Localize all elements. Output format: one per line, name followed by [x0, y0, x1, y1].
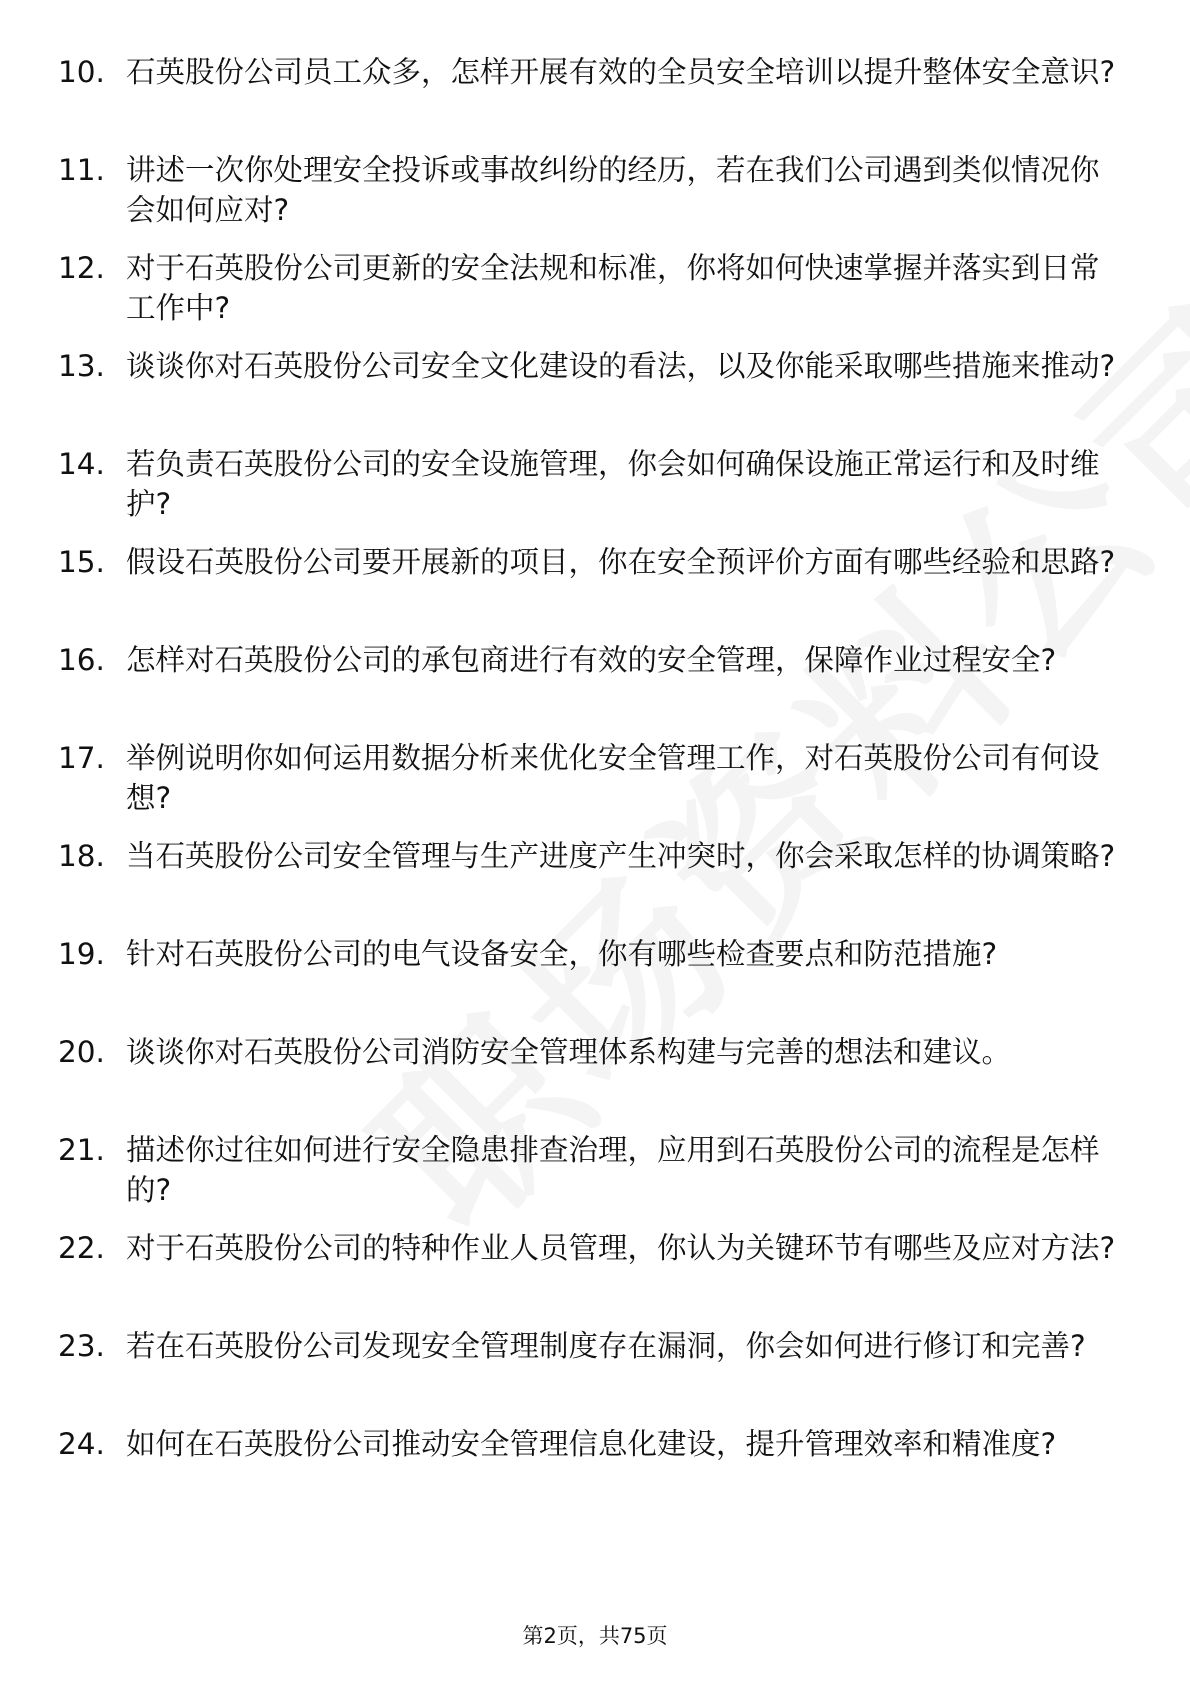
question-text: 若在石英股份公司发现安全管理制度存在漏洞，你会如何进行修订和完善? — [126, 1329, 1086, 1363]
question-item — [58, 444, 1118, 542]
question-text: 假设石英股份公司要开展新的项目，你在安全预评价方面有哪些经验和思路? — [126, 545, 1116, 579]
question-text: 若负责石英股份公司的安全设施管理，你会如何确保设施正常运行和及时维护? — [126, 447, 1100, 521]
question-item — [58, 1032, 1118, 1130]
question-text: 如何在石英股份公司推动安全管理信息化建设，提升管理效率和精准度? — [126, 1427, 1057, 1461]
question-text: 对于石英股份公司的特种作业人员管理，你认为关键环节有哪些及应对方法? — [126, 1231, 1116, 1265]
question-number: 21. — [58, 1133, 105, 1167]
question-number: 17. — [58, 741, 105, 775]
question-number: 15. — [58, 545, 105, 579]
question-number: 19. — [58, 937, 105, 971]
question-number: 23. — [58, 1329, 105, 1363]
question-text: 举例说明你如何运用数据分析来优化安全管理工作，对石英股份公司有何设想? — [126, 741, 1100, 815]
question-item — [58, 934, 1118, 1032]
question-item — [58, 52, 1118, 150]
question-text: 当石英股份公司安全管理与生产进度产生冲突时，你会采取怎样的协调策略? — [126, 839, 1116, 873]
question-text: 石英股份公司员工众多，怎样开展有效的全员安全培训以提升整体安全意识? — [126, 55, 1116, 89]
question-number: 22. — [58, 1231, 105, 1265]
question-text: 描述你过往如何进行安全隐患排查治理，应用到石英股份公司的流程是怎样的? — [126, 1133, 1100, 1207]
question-text: 怎样对石英股份公司的承包商进行有效的安全管理，保障作业过程安全? — [126, 643, 1057, 677]
question-number: 20. — [58, 1035, 105, 1069]
question-number: 11. — [58, 153, 105, 187]
question-text: 针对石英股份公司的电气设备安全，你有哪些检查要点和防范措施? — [126, 937, 998, 971]
question-item — [58, 150, 1118, 248]
question-number: 13. — [58, 349, 105, 383]
question-number: 16. — [58, 643, 105, 677]
question-number: 12. — [58, 251, 105, 285]
question-item — [58, 346, 1118, 444]
question-item — [58, 1424, 1118, 1522]
question-number: 10. — [58, 55, 105, 89]
question-list — [58, 52, 1118, 1522]
page-number-footer: 第2页，共75页 — [522, 1624, 668, 1648]
question-number: 14. — [58, 447, 105, 481]
question-text: 谈谈你对石英股份公司消防安全管理体系构建与完善的想法和建议。 — [126, 1035, 1012, 1069]
question-item — [58, 640, 1118, 738]
question-item — [58, 1228, 1118, 1326]
question-number: 18. — [58, 839, 105, 873]
question-item — [58, 1326, 1118, 1424]
question-item — [58, 1130, 1118, 1228]
question-text: 谈谈你对石英股份公司安全文化建设的看法，以及你能采取哪些措施来推动? — [126, 349, 1116, 383]
question-text: 讲述一次你处理安全投诉或事故纠纷的经历，若在我们公司遇到类似情况你会如何应对? — [126, 153, 1100, 227]
question-item — [58, 248, 1118, 346]
question-item — [58, 738, 1118, 836]
question-number: 24. — [58, 1427, 105, 1461]
question-item — [58, 542, 1118, 640]
question-item — [58, 836, 1118, 934]
question-text: 对于石英股份公司更新的安全法规和标准，你将如何快速掌握并落实到日常工作中? — [126, 251, 1100, 325]
